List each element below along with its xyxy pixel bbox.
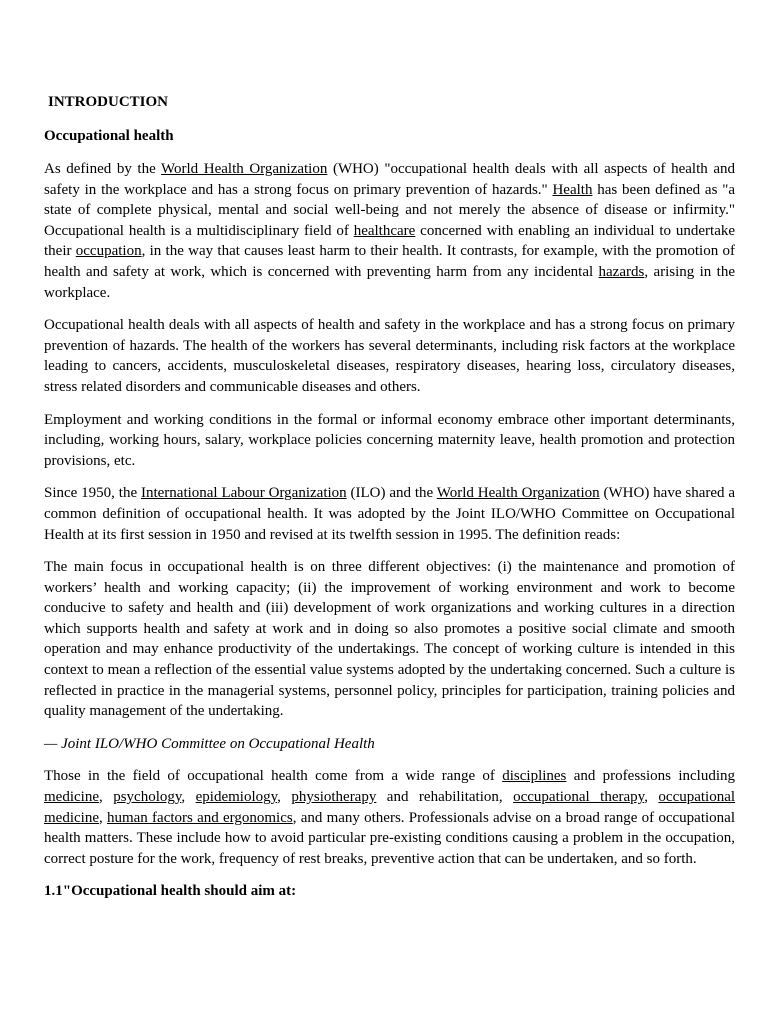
link-occupational-medicine[interactable]: occupational medicine <box>44 789 736 826</box>
paragraph-ilo-who-definition <box>44 483 735 545</box>
text-run: concerned with enabling an individual to undertake their <box>44 222 736 260</box>
text-run: , <box>644 789 659 806</box>
link-healthcare[interactable]: healthcare <box>353 222 416 239</box>
link-physiotherapy[interactable]: physiotherapy <box>291 789 377 806</box>
text-run: , arising in the workplace. <box>44 263 735 301</box>
link-international-labour-organization[interactable]: International Labour Organization <box>140 485 347 502</box>
link-world-health-organization[interactable]: World Health Organization <box>161 161 328 177</box>
text-run: , <box>181 789 196 806</box>
text-run: Those in the field of occupational health come from a wide range of <box>44 768 503 785</box>
link-health[interactable]: Health <box>552 181 593 198</box>
text-run: and professions including <box>566 768 735 785</box>
text-run: and rehabilitation, <box>376 789 514 806</box>
link-occupational-therapy[interactable]: occupational therapy <box>513 789 645 806</box>
paragraph-who-definition <box>44 159 735 303</box>
text-run: (ILO) and the <box>346 485 437 502</box>
text-run: As defined by the <box>44 161 162 177</box>
document-page <box>44 91 735 902</box>
paragraph-main-focus: The main focus in occupational health is on three different objectives: (i) the maintenance and promotion of workers’ health and working capacity; (ii) the improvement of working environment and work to become conducive to safety and health and (iii) development of work organizations and working cultures in a direction which supports health and safety at work and in doing so also promotes a positive social climate and smooth operation and may enhance productivity of the undertakings. The concept of working culture is intended in this context to mean a reflection of the essential value systems adopted by the undertaking concerned. Such a culture is reflected in practice in the managerial systems, personnel policy, principles for participation, training policies and quality management of the undertaking. <box>44 559 735 720</box>
text-run: , and many others. Professionals advise on a broad range of occupational health matters. These include how to avoid particular pre-existing conditions causing a problem in the occupation, correct posture for the work, frequency of rest breaks, preventive action that can be undertaken, and so forth. <box>44 809 735 867</box>
paragraph-employment-conditions: Employment and working conditions in the formal or informal economy embrace other important determinants, including, working hours, salary, workplace policies concerning maternity leave, health promotion and protection provisions, etc. <box>44 411 735 469</box>
link-disciplines[interactable]: disciplines <box>502 768 567 785</box>
text-run: , <box>277 789 292 806</box>
section-heading-aims: 1.1"Occupational health should aim at: <box>44 883 297 900</box>
link-psychology[interactable]: psychology <box>113 789 182 806</box>
text-run: (WHO) "occupational health deals with all aspects of health and safety in the workplace and has a strong focus on primary prevention of hazards." <box>44 161 736 198</box>
link-human-factors-and-ergonomics[interactable]: human factors and ergonomics <box>106 809 293 826</box>
text-run: , <box>98 809 107 826</box>
paragraph-health-determinants: Occupational health deals with all aspects of health and safety in the workplace and has a strong focus on primary prevention of hazards. The health of the workers has several determinants, including risk factors at the workplace leading to cancers, accidents, musculoskeletal diseases, respiratory diseases, hearing loss, circulatory diseases, stress related disorders and communicable diseases and others. <box>44 317 735 395</box>
subheading-occupational-health: Occupational health <box>44 128 174 144</box>
quote-attribution: — Joint ILO/WHO Committee on Occupational Health <box>44 735 375 752</box>
link-occupation[interactable]: occupation <box>75 243 142 260</box>
link-epidemiology[interactable]: epidemiology <box>195 789 278 806</box>
paragraph-disciplines <box>44 766 735 869</box>
text-run: Since 1950, the <box>44 485 141 502</box>
text-run: (WHO) have shared a common definition of occupational health. It was adopted by the Joint ILO/WHO Committee on Occupational Health at its first session in 1950 and revised at its twelfth session in 1995. The definition reads: <box>44 485 736 543</box>
link-hazards[interactable]: hazards <box>598 263 645 280</box>
link-world-health-organization-2[interactable]: World Health Organization <box>436 485 600 502</box>
section-heading-introduction: INTRODUCTION <box>48 94 169 110</box>
text-run: has been defined as "a state of complete physical, mental and social well-being and not merely the absence of disease or infirmity." Occupational health is a multidisciplinary field of <box>44 181 735 239</box>
text-run: , <box>98 789 114 806</box>
text-run: , in the way that causes least harm to their health. It contrasts, for example, with the promotion of health and safety at work, which is concerned with preventing harm from any incidental <box>44 243 735 280</box>
link-medicine[interactable]: medicine <box>44 789 99 806</box>
